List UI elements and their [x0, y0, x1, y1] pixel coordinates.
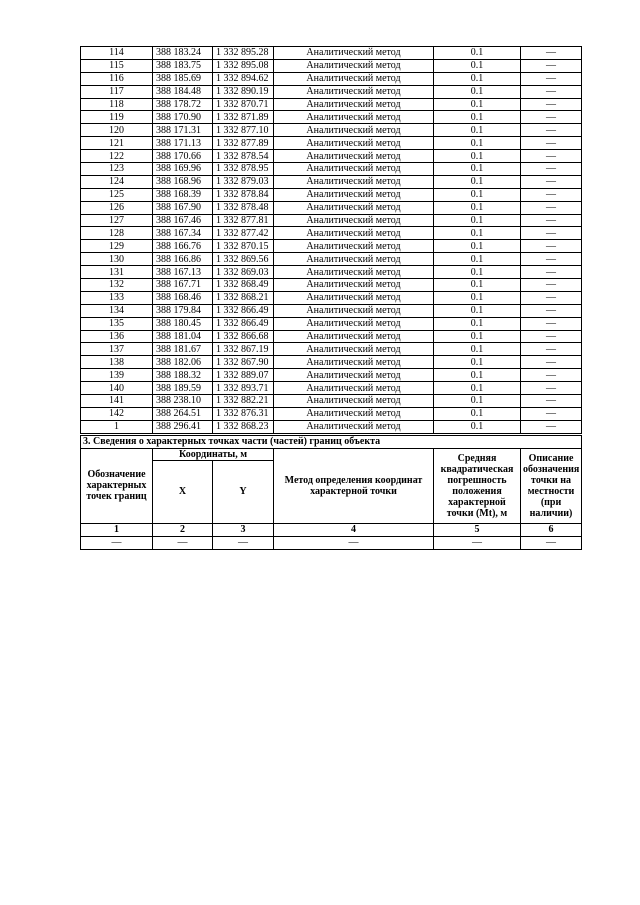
point-description: —	[521, 330, 582, 343]
coord-method: Аналитический метод	[274, 240, 434, 253]
coord-x: 388 188.32	[153, 369, 213, 382]
accuracy-value: 0.1	[434, 266, 521, 279]
coord-x: 388 167.71	[153, 279, 213, 292]
coord-y: 1 332 867.19	[213, 343, 274, 356]
coord-x: 388 168.46	[153, 291, 213, 304]
coord-method: Аналитический метод	[274, 420, 434, 433]
coord-method: Аналитический метод	[274, 214, 434, 227]
accuracy-value: 0.1	[434, 330, 521, 343]
point-number: 117	[81, 85, 153, 98]
coord-method: Аналитический метод	[274, 59, 434, 72]
col-number: 3	[213, 523, 274, 536]
col-number: 6	[521, 523, 582, 536]
point-description: —	[521, 227, 582, 240]
empty-cell: —	[521, 536, 582, 549]
coord-x: 388 181.04	[153, 330, 213, 343]
coord-y: 1 332 889.07	[213, 369, 274, 382]
coord-y: 1 332 877.89	[213, 137, 274, 150]
point-number: 126	[81, 201, 153, 214]
coord-x: 388 169.96	[153, 163, 213, 176]
coord-method: Аналитический метод	[274, 343, 434, 356]
accuracy-value: 0.1	[434, 150, 521, 163]
point-number: 1	[81, 420, 153, 433]
table-row	[81, 253, 582, 266]
col-number: 1	[81, 523, 153, 536]
table-row	[81, 279, 582, 292]
points-table-body	[81, 47, 582, 434]
coord-method: Аналитический метод	[274, 266, 434, 279]
coord-y: 1 332 866.49	[213, 317, 274, 330]
coord-method: Аналитический метод	[274, 124, 434, 137]
coord-x: 388 171.13	[153, 137, 213, 150]
point-number: 138	[81, 356, 153, 369]
table-row	[81, 47, 582, 60]
accuracy-value: 0.1	[434, 407, 521, 420]
point-description: —	[521, 266, 582, 279]
section3-table	[80, 435, 582, 550]
coord-x: 388 178.72	[153, 98, 213, 111]
table-row	[81, 175, 582, 188]
coord-y: 1 332 867.90	[213, 356, 274, 369]
accuracy-value: 0.1	[434, 175, 521, 188]
accuracy-value: 0.1	[434, 382, 521, 395]
point-description: —	[521, 111, 582, 124]
header-accuracy: Средняя квадратическая погрешность положения характерной точки (Mt), м	[434, 448, 521, 523]
accuracy-value: 0.1	[434, 304, 521, 317]
coord-y: 1 332 866.68	[213, 330, 274, 343]
accuracy-value: 0.1	[434, 188, 521, 201]
table-row	[81, 304, 582, 317]
point-number: 133	[81, 291, 153, 304]
point-number: 135	[81, 317, 153, 330]
table-row	[81, 137, 582, 150]
table-row	[81, 407, 582, 420]
coord-x: 388 166.76	[153, 240, 213, 253]
coord-y: 1 332 878.84	[213, 188, 274, 201]
coord-method: Аналитический метод	[274, 98, 434, 111]
table-row	[81, 317, 582, 330]
point-number: 130	[81, 253, 153, 266]
coord-x: 388 189.59	[153, 382, 213, 395]
table-row	[81, 98, 582, 111]
coord-y: 1 332 882.21	[213, 395, 274, 408]
coord-method: Аналитический метод	[274, 47, 434, 60]
empty-cell: —	[81, 536, 153, 549]
coord-method: Аналитический метод	[274, 201, 434, 214]
coord-x: 388 181.67	[153, 343, 213, 356]
coord-method: Аналитический метод	[274, 317, 434, 330]
coord-y: 1 332 890.19	[213, 85, 274, 98]
coord-y: 1 332 869.03	[213, 266, 274, 279]
point-number: 127	[81, 214, 153, 227]
coord-x: 388 168.39	[153, 188, 213, 201]
empty-cell: —	[213, 536, 274, 549]
table-row	[81, 343, 582, 356]
accuracy-value: 0.1	[434, 227, 521, 240]
accuracy-value: 0.1	[434, 111, 521, 124]
point-number: 116	[81, 72, 153, 85]
coord-method: Аналитический метод	[274, 407, 434, 420]
coord-y: 1 332 871.89	[213, 111, 274, 124]
points-table	[80, 46, 582, 434]
point-number: 128	[81, 227, 153, 240]
header-description: Описание обозначения точки на местности (при наличии)	[521, 448, 582, 523]
table-row	[81, 227, 582, 240]
coord-y: 1 332 879.03	[213, 175, 274, 188]
point-description: —	[521, 85, 582, 98]
coord-method: Аналитический метод	[274, 188, 434, 201]
point-number: 123	[81, 163, 153, 176]
point-description: —	[521, 98, 582, 111]
coord-x: 388 170.66	[153, 150, 213, 163]
coord-y: 1 332 893.71	[213, 382, 274, 395]
table-row	[81, 111, 582, 124]
table-row	[81, 150, 582, 163]
section3-title: 3. Сведения о характерных точках части (частей) границ объекта	[81, 436, 582, 449]
coord-y: 1 332 878.95	[213, 163, 274, 176]
coord-x: 388 183.75	[153, 59, 213, 72]
coord-y: 1 332 877.10	[213, 124, 274, 137]
coord-y: 1 332 877.42	[213, 227, 274, 240]
point-description: —	[521, 317, 582, 330]
coord-y: 1 332 878.48	[213, 201, 274, 214]
point-number: 132	[81, 279, 153, 292]
table-row	[81, 124, 582, 137]
accuracy-value: 0.1	[434, 201, 521, 214]
accuracy-value: 0.1	[434, 343, 521, 356]
coord-y: 1 332 895.08	[213, 59, 274, 72]
point-description: —	[521, 343, 582, 356]
coord-method: Аналитический метод	[274, 304, 434, 317]
accuracy-value: 0.1	[434, 137, 521, 150]
accuracy-value: 0.1	[434, 124, 521, 137]
coord-method: Аналитический метод	[274, 330, 434, 343]
accuracy-value: 0.1	[434, 369, 521, 382]
header-designation: Обозначение характерных точек границ	[81, 448, 153, 523]
accuracy-value: 0.1	[434, 72, 521, 85]
coord-method: Аналитический метод	[274, 382, 434, 395]
coord-x: 388 168.96	[153, 175, 213, 188]
accuracy-value: 0.1	[434, 163, 521, 176]
coord-x: 388 171.31	[153, 124, 213, 137]
coord-x: 388 184.48	[153, 85, 213, 98]
coord-method: Аналитический метод	[274, 253, 434, 266]
point-number: 137	[81, 343, 153, 356]
accuracy-value: 0.1	[434, 85, 521, 98]
point-description: —	[521, 214, 582, 227]
coord-method: Аналитический метод	[274, 150, 434, 163]
table-row	[81, 369, 582, 382]
table-row	[81, 330, 582, 343]
coord-method: Аналитический метод	[274, 227, 434, 240]
point-number: 125	[81, 188, 153, 201]
coord-method: Аналитический метод	[274, 175, 434, 188]
coord-x: 388 179.84	[153, 304, 213, 317]
coord-y: 1 332 895.28	[213, 47, 274, 60]
point-number: 114	[81, 47, 153, 60]
point-number: 129	[81, 240, 153, 253]
coord-y: 1 332 866.49	[213, 304, 274, 317]
point-number: 118	[81, 98, 153, 111]
table-row	[81, 163, 582, 176]
coord-y: 1 332 878.54	[213, 150, 274, 163]
coord-y: 1 332 869.56	[213, 253, 274, 266]
empty-cell: —	[434, 536, 521, 549]
coord-x: 388 183.24	[153, 47, 213, 60]
col-number: 4	[274, 523, 434, 536]
accuracy-value: 0.1	[434, 59, 521, 72]
table-row	[81, 395, 582, 408]
point-description: —	[521, 420, 582, 433]
accuracy-value: 0.1	[434, 420, 521, 433]
point-description: —	[521, 163, 582, 176]
accuracy-value: 0.1	[434, 395, 521, 408]
point-description: —	[521, 395, 582, 408]
table-row	[81, 59, 582, 72]
point-description: —	[521, 304, 582, 317]
point-description: —	[521, 59, 582, 72]
header-y: Y	[213, 460, 274, 523]
coord-method: Аналитический метод	[274, 395, 434, 408]
point-description: —	[521, 291, 582, 304]
coord-method: Аналитический метод	[274, 85, 434, 98]
header-x: X	[153, 460, 213, 523]
point-description: —	[521, 382, 582, 395]
point-description: —	[521, 137, 582, 150]
point-description: —	[521, 407, 582, 420]
coord-method: Аналитический метод	[274, 111, 434, 124]
point-description: —	[521, 240, 582, 253]
point-number: 142	[81, 407, 153, 420]
coord-y: 1 332 870.15	[213, 240, 274, 253]
accuracy-value: 0.1	[434, 98, 521, 111]
point-description: —	[521, 124, 582, 137]
table-row	[81, 85, 582, 98]
point-number: 140	[81, 382, 153, 395]
coord-method: Аналитический метод	[274, 279, 434, 292]
coord-method: Аналитический метод	[274, 291, 434, 304]
coord-y: 1 332 868.49	[213, 279, 274, 292]
coord-x: 388 182.06	[153, 356, 213, 369]
coord-x: 388 167.46	[153, 214, 213, 227]
table-row	[81, 188, 582, 201]
point-number: 124	[81, 175, 153, 188]
coord-x: 388 167.90	[153, 201, 213, 214]
point-description: —	[521, 369, 582, 382]
accuracy-value: 0.1	[434, 240, 521, 253]
point-number: 136	[81, 330, 153, 343]
accuracy-value: 0.1	[434, 47, 521, 60]
accuracy-value: 0.1	[434, 356, 521, 369]
coord-x: 388 185.69	[153, 72, 213, 85]
coord-method: Аналитический метод	[274, 137, 434, 150]
coord-method: Аналитический метод	[274, 369, 434, 382]
table-row	[81, 201, 582, 214]
point-number: 131	[81, 266, 153, 279]
coord-x: 388 180.45	[153, 317, 213, 330]
coord-y: 1 332 877.81	[213, 214, 274, 227]
point-description: —	[521, 201, 582, 214]
accuracy-value: 0.1	[434, 279, 521, 292]
coord-x: 388 167.13	[153, 266, 213, 279]
coord-x: 388 166.86	[153, 253, 213, 266]
table-row	[81, 72, 582, 85]
accuracy-value: 0.1	[434, 291, 521, 304]
coord-y: 1 332 870.71	[213, 98, 274, 111]
coord-method: Аналитический метод	[274, 72, 434, 85]
empty-cell: —	[274, 536, 434, 549]
coord-method: Аналитический метод	[274, 356, 434, 369]
point-description: —	[521, 253, 582, 266]
table-row	[81, 266, 582, 279]
point-description: —	[521, 47, 582, 60]
point-number: 120	[81, 124, 153, 137]
header-coords: Координаты, м	[153, 448, 274, 460]
coord-x: 388 170.90	[153, 111, 213, 124]
coord-x: 388 238.10	[153, 395, 213, 408]
table-row	[81, 382, 582, 395]
point-description: —	[521, 72, 582, 85]
point-number: 121	[81, 137, 153, 150]
coord-y: 1 332 876.31	[213, 407, 274, 420]
point-description: —	[521, 150, 582, 163]
coord-y: 1 332 868.23	[213, 420, 274, 433]
point-description: —	[521, 356, 582, 369]
coord-method: Аналитический метод	[274, 163, 434, 176]
table-row	[81, 214, 582, 227]
point-description: —	[521, 279, 582, 292]
coord-x: 388 264.51	[153, 407, 213, 420]
col-number: 2	[153, 523, 213, 536]
point-number: 119	[81, 111, 153, 124]
coord-x: 388 296.41	[153, 420, 213, 433]
point-number: 134	[81, 304, 153, 317]
col-number: 5	[434, 523, 521, 536]
coord-y: 1 332 868.21	[213, 291, 274, 304]
empty-cell: —	[153, 536, 213, 549]
coord-x: 388 167.34	[153, 227, 213, 240]
point-number: 122	[81, 150, 153, 163]
table-row	[81, 420, 582, 433]
table-row	[81, 240, 582, 253]
accuracy-value: 0.1	[434, 253, 521, 266]
accuracy-value: 0.1	[434, 214, 521, 227]
point-number: 139	[81, 369, 153, 382]
table-row	[81, 291, 582, 304]
point-description: —	[521, 188, 582, 201]
point-number: 115	[81, 59, 153, 72]
header-method: Метод определения координат характерной точки	[274, 448, 434, 523]
accuracy-value: 0.1	[434, 317, 521, 330]
coord-y: 1 332 894.62	[213, 72, 274, 85]
table-row	[81, 356, 582, 369]
point-number: 141	[81, 395, 153, 408]
point-description: —	[521, 175, 582, 188]
